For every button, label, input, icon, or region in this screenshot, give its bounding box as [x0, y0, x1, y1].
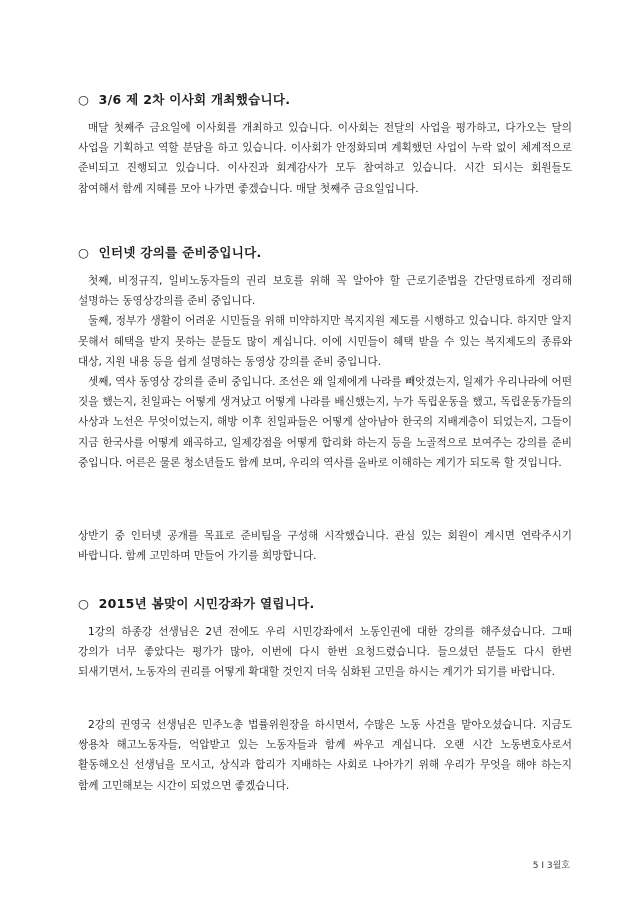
circle-bullet-icon: ○ — [78, 245, 90, 260]
paragraph: 1강의 하종강 선생님은 2년 전에도 우리 시민강좌에서 노동인권에 대한 강의를 해주셨습니다. 그때 강의가 너무 좋았다는 평가가 많아, 이번에 다시 한번 요청드렸습니다. 들으셨던 분들도 다시 한번 되새기면서, 노동자의 권리를 어떻게 확대할 것인지 더욱 심화된 고민을 하시는 계기가 되기를 바랍니다. — [78, 626, 572, 679]
paragraph: 셋째, 역사 동영상 강의를 준비 중입니다. 조선은 왜 일제에게 나라를 빼앗겼는지, 일제가 우리나라에 어떤 짓을 했는지, 친일파는 어떻게 생겨났고 어떻게 나라를 배신했는지, 누가 독립운동을 했고, 독립운동가들의 사상과 노선은 무엇이었는지, 해방 이후 친일파들은 어떻게 살아남아 한국의 지배계층이 되었는지, 그들이 지금 한국사를 어떻게 왜곡하고, 일제강점을 어떻게 합리화 하는지 등을 노골적으로 보여주는 강의를 준비 중입니다. 어른은 물론 청소년들도 함께 보며, 우리의 역사를 올바로 이해하는 계기가 되도록 할 것입니다. — [78, 376, 572, 469]
section-heading-text: 3/6 제 2차 이사회 개최했습니다. — [98, 92, 291, 107]
section-citizen-lecture-body — [78, 622, 572, 683]
section-heading-text: 인터넷 강의를 준비중입니다. — [98, 245, 262, 260]
section-online-lecture-note — [78, 526, 572, 566]
section-board-meeting-body — [78, 118, 572, 199]
section-board-meeting — [78, 92, 572, 108]
section-online-lecture — [78, 245, 572, 261]
section-heading — [78, 596, 572, 612]
paragraph: 첫째, 비정규직, 일비노동자들의 권리 보호를 위해 꼭 알아야 할 근로기준법을 간단명료하게 정리해 설명하는 동영상강의를 준비 중입니다. — [78, 275, 572, 308]
paragraph: 매달 첫째주 금요일에 이사회를 개최하고 있습니다. 이사회는 전달의 사업을 평가하고, 다가오는 달의 사업을 기획하고 역할 분담을 하고 있습니다. 이사회가 안정화되며 계획했던 사업이 누락 없이 체계적으로 준비되고 진행되고 있습니다. 이사진과 회계감사가 모두 참여하고 있습니다. 시간 되시는 회원들도 참여해서 함께 지혜를 모아 나가면 좋겠습니다. 매달 첫째주 금요일입니다. — [78, 122, 572, 195]
paragraph: 2강의 권영국 선생님은 민주노총 법률위원장을 하시면서, 수많은 노동 사건을 맡아오셨습니다. 지금도 쌍용차 해고노동자들, 억압받고 있는 노동자들과 함께 싸우고 계십니다. 오랜 시간 노동변호사로서 활동해오신 선생님을 모시고, 상식과 합리가 지배하는 사회로 나아가기 위해 우리가 무엇을 해야 하는지 함께 고민해보는 시간이 되었으면 좋겠습니다. — [78, 719, 572, 792]
section-heading — [78, 245, 572, 261]
section-citizen-lecture — [78, 596, 572, 612]
circle-bullet-icon: ○ — [78, 596, 90, 611]
paragraph: 상반기 중 인터넷 공개를 목표로 준비팀을 구성해 시작했습니다. 관심 있는 회원이 계시면 연락주시기 바랍니다. 함께 고민하며 만들어 가기를 희망합니다. — [78, 530, 572, 563]
section-citizen-lecture-body-2 — [78, 715, 572, 796]
paragraph: 둘째, 정부가 생활이 어려운 시민들을 위해 미약하지만 복지지원 제도를 시행하고 있습니다. 하지만 알지 못해서 혜택을 받지 못하는 분들도 많이 계십니다. 이에 시민들이 혜택 받을 수 있는 복지제도의 종류와 대상, 지원 내용 등을 쉽게 설명하는 동영상 강의를 준비 중입니다. — [78, 315, 572, 368]
section-heading-text: 2015년 봄맞이 시민강좌가 열립니다. — [98, 596, 315, 611]
section-heading — [78, 92, 572, 108]
page-footer: 5 I 3월호 — [532, 861, 570, 871]
section-online-lecture-body — [78, 271, 572, 473]
circle-bullet-icon: ○ — [78, 92, 90, 107]
